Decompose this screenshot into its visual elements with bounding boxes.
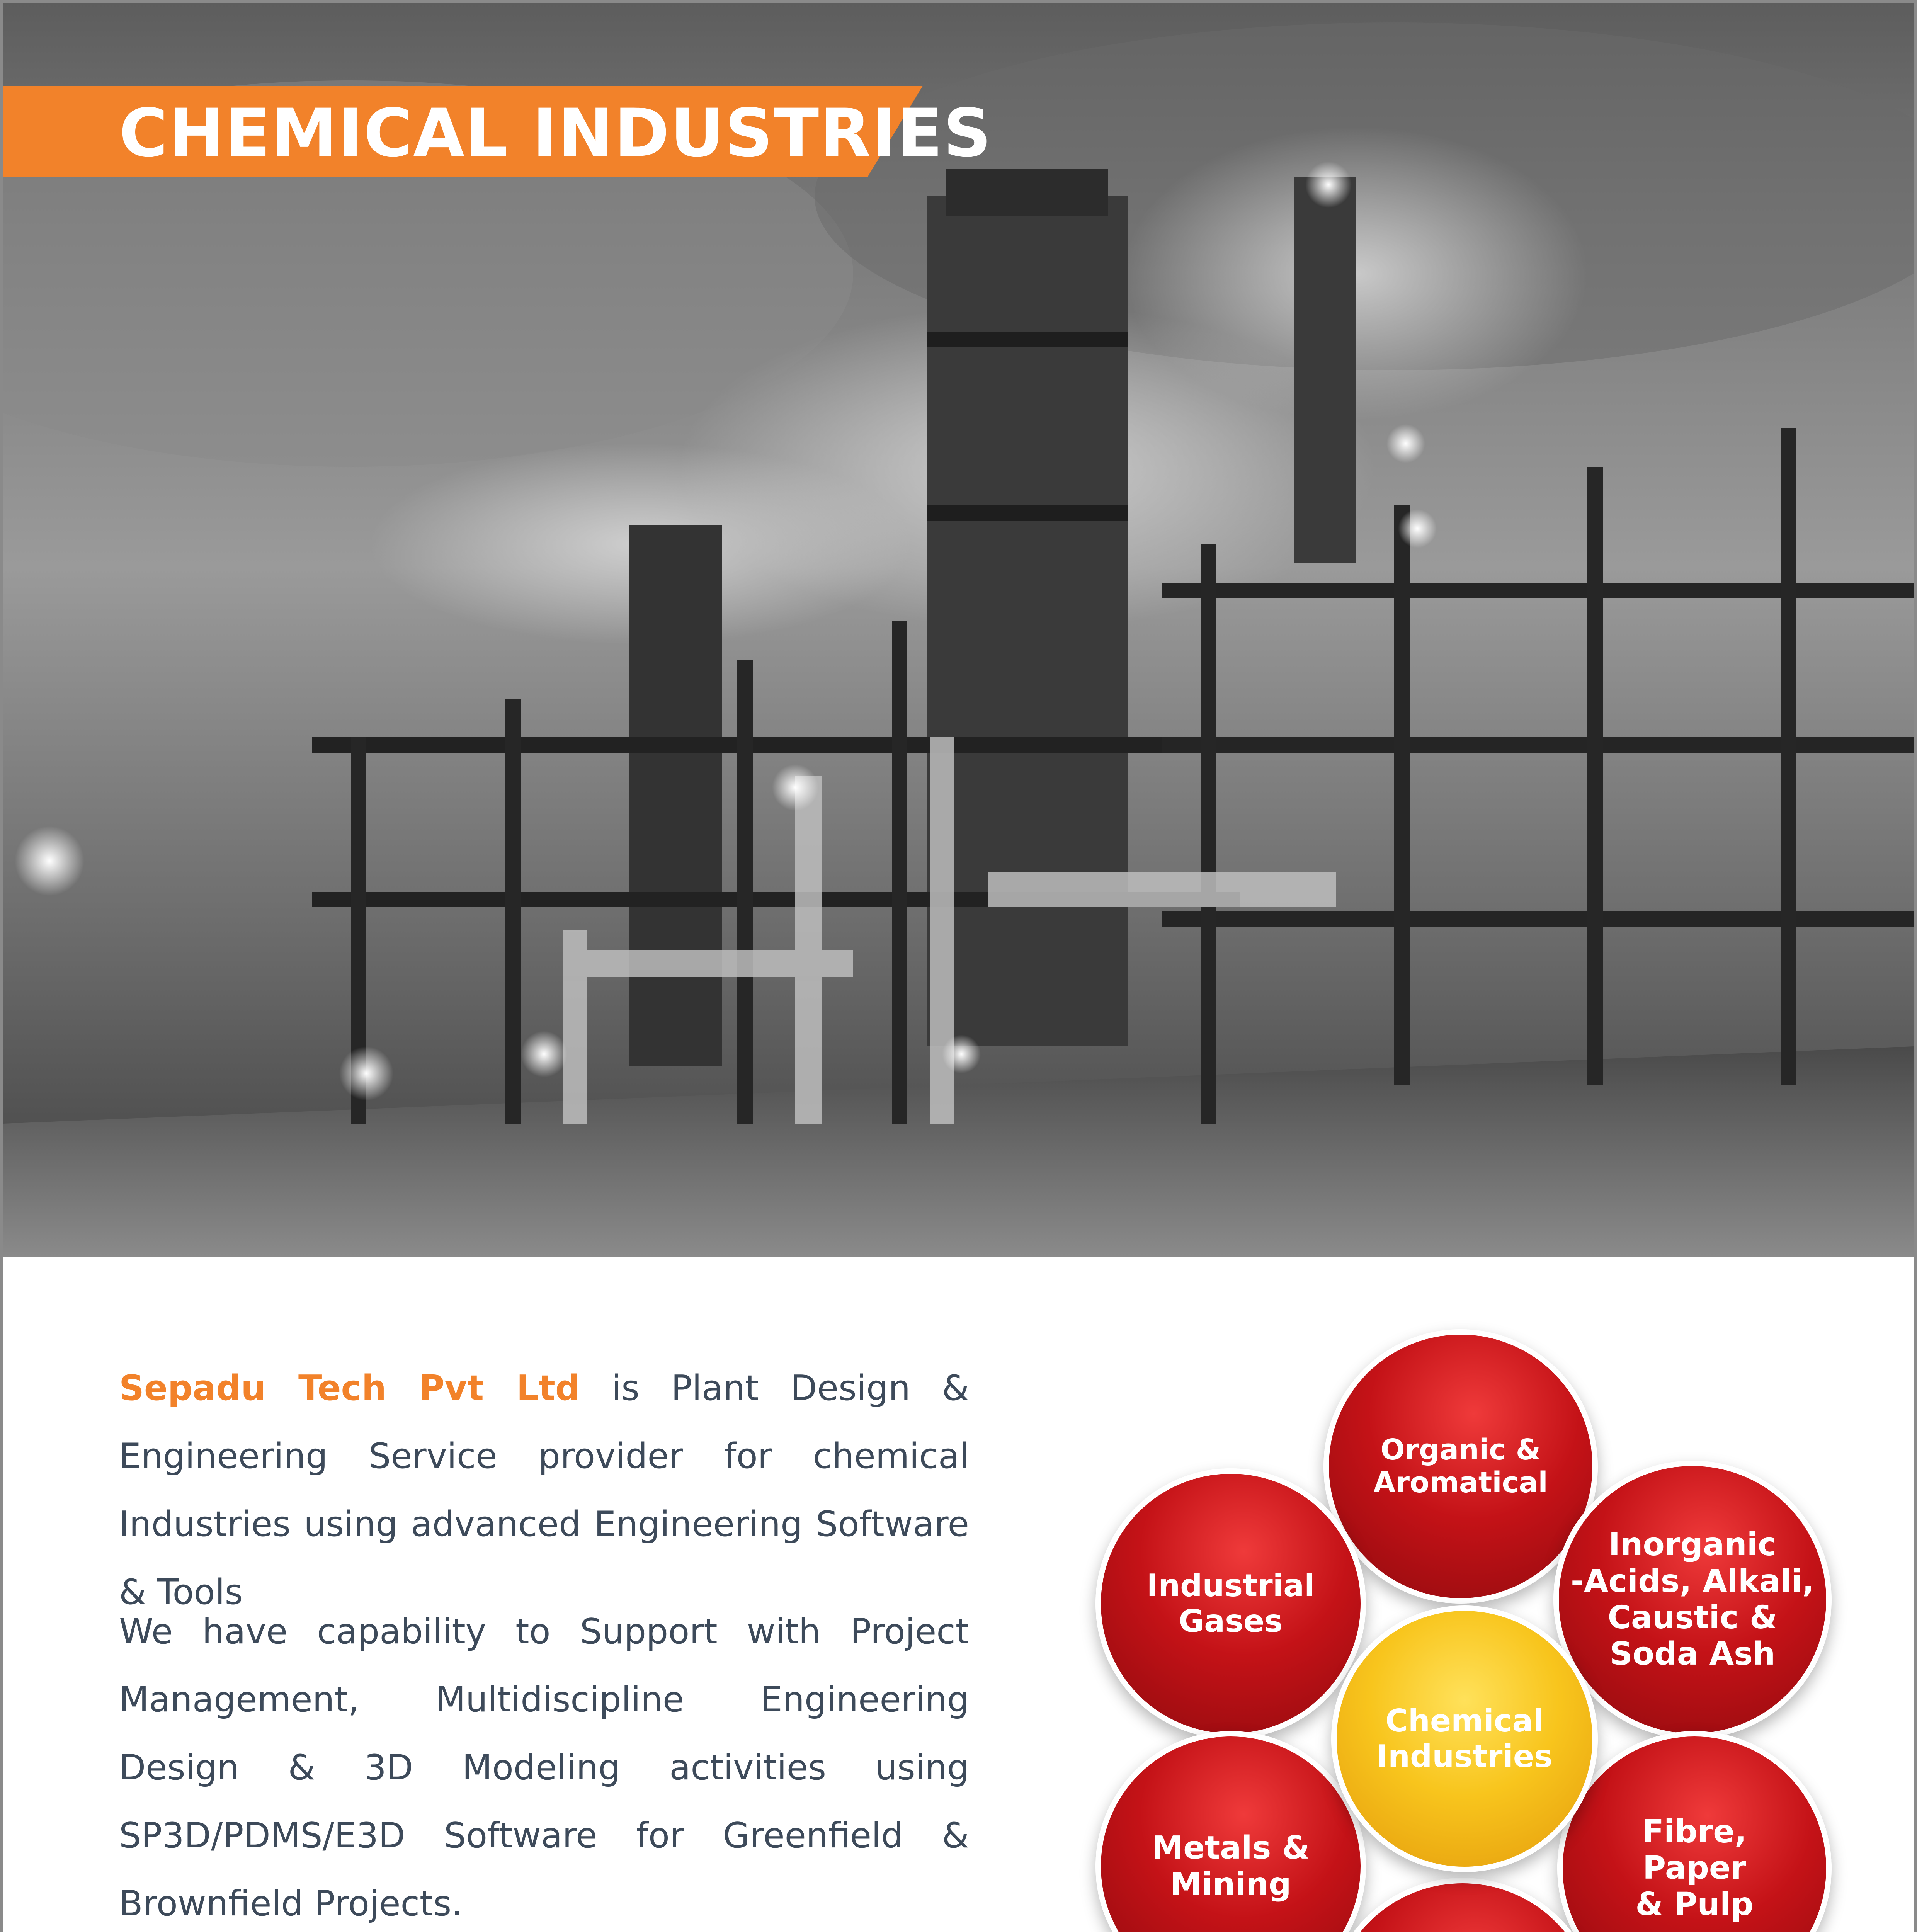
center-label: Chemical Industries	[1376, 1703, 1553, 1774]
company-name: Sepadu Tech Pvt Ltd	[119, 1368, 580, 1408]
page-title: CHEMICAL INDUSTRIES	[119, 94, 992, 172]
intro-paragraph-1-text: is Plant Design & Engineering Service provider for chemical Industries using advanced Engineering Software & Tools	[119, 1368, 969, 1612]
sector-label: Fibre, Paper & Pulp	[1635, 1813, 1754, 1923]
sector-label: Organic & Aromatical	[1373, 1433, 1548, 1499]
intro-paragraph-2: We have capability to Support with Project Management, Multidiscipline Engineering Design & 3D Modeling activities using SP3D/PDMS/E3D Software for Greenfield & Brownfield Projects.	[119, 1611, 969, 1924]
sector-label: Inorganic -Acids, Alkali, Caustic & Soda Ash	[1570, 1526, 1815, 1673]
sector-label: Industrial Gases	[1146, 1568, 1315, 1639]
sector-label: Metals & Mining	[1152, 1829, 1310, 1903]
